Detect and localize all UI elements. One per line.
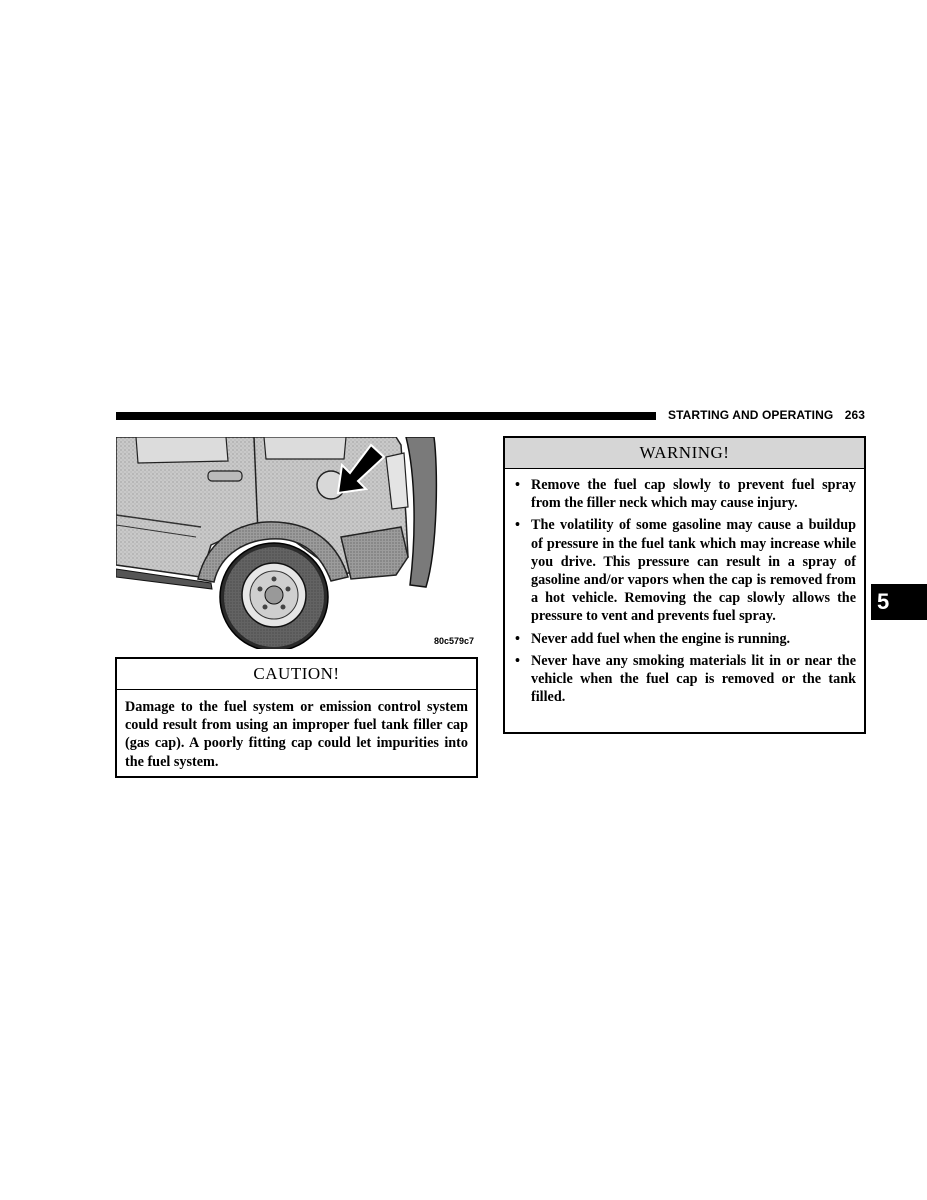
list-item: [513, 476, 856, 512]
rear-bumper: [341, 527, 408, 579]
bullet-icon: •: [515, 630, 520, 647]
warning-list: [505, 469, 864, 706]
bullet-icon: •: [515, 517, 520, 534]
bullet-icon: •: [515, 652, 520, 669]
warning-item-text: Never add fuel when the engine is running.: [531, 630, 791, 647]
list-item: [513, 516, 856, 625]
bullet-icon: •: [515, 477, 520, 493]
list-item: [513, 630, 856, 648]
wheel-hub: [265, 586, 283, 604]
warning-item-text: Never have any smoking materials lit in or near the vehicle when the fuel cap is removed or the tank filled.: [531, 652, 856, 706]
chapter-number: 5: [877, 589, 890, 614]
quarter-window: [264, 437, 346, 459]
caution-box: [115, 657, 478, 778]
warning-title: WARNING!: [505, 438, 864, 469]
caution-title: CAUTION!: [117, 659, 476, 690]
rear-window: [136, 437, 228, 463]
running-header: [668, 408, 865, 422]
list-item: [513, 652, 856, 707]
figure-code: 80c579c7: [434, 636, 475, 646]
warning-box: [503, 436, 866, 734]
spare-tire: [406, 437, 436, 587]
page-number: 263: [844, 408, 866, 422]
door-handle: [208, 471, 242, 481]
chapter-tab: [871, 584, 927, 620]
section-title: STARTING AND OPERATING: [668, 408, 834, 422]
warning-item-text: The volatility of some gasoline may cause a buildup of pressure in the fuel tank which may increase while you drive. This pressure can result in a spray of gasoline and/or vapors when the cap is removed from a hot vehicle. Removing the cap slowly allows the pressure to vent and prevents fuel spray.: [531, 517, 856, 625]
caution-body: Damage to the fuel system or emission control system could result from using an improper fuel tank filler cap (gas cap). A poorly fitting cap could let impurities into the fuel system.: [125, 699, 468, 770]
header-rule: [116, 412, 656, 420]
vehicle-fuel-door-illustration: [116, 437, 476, 649]
warning-item-text: Remove the fuel cap slowly to prevent fuel spray from the filler neck which may cause injury.: [531, 477, 856, 512]
